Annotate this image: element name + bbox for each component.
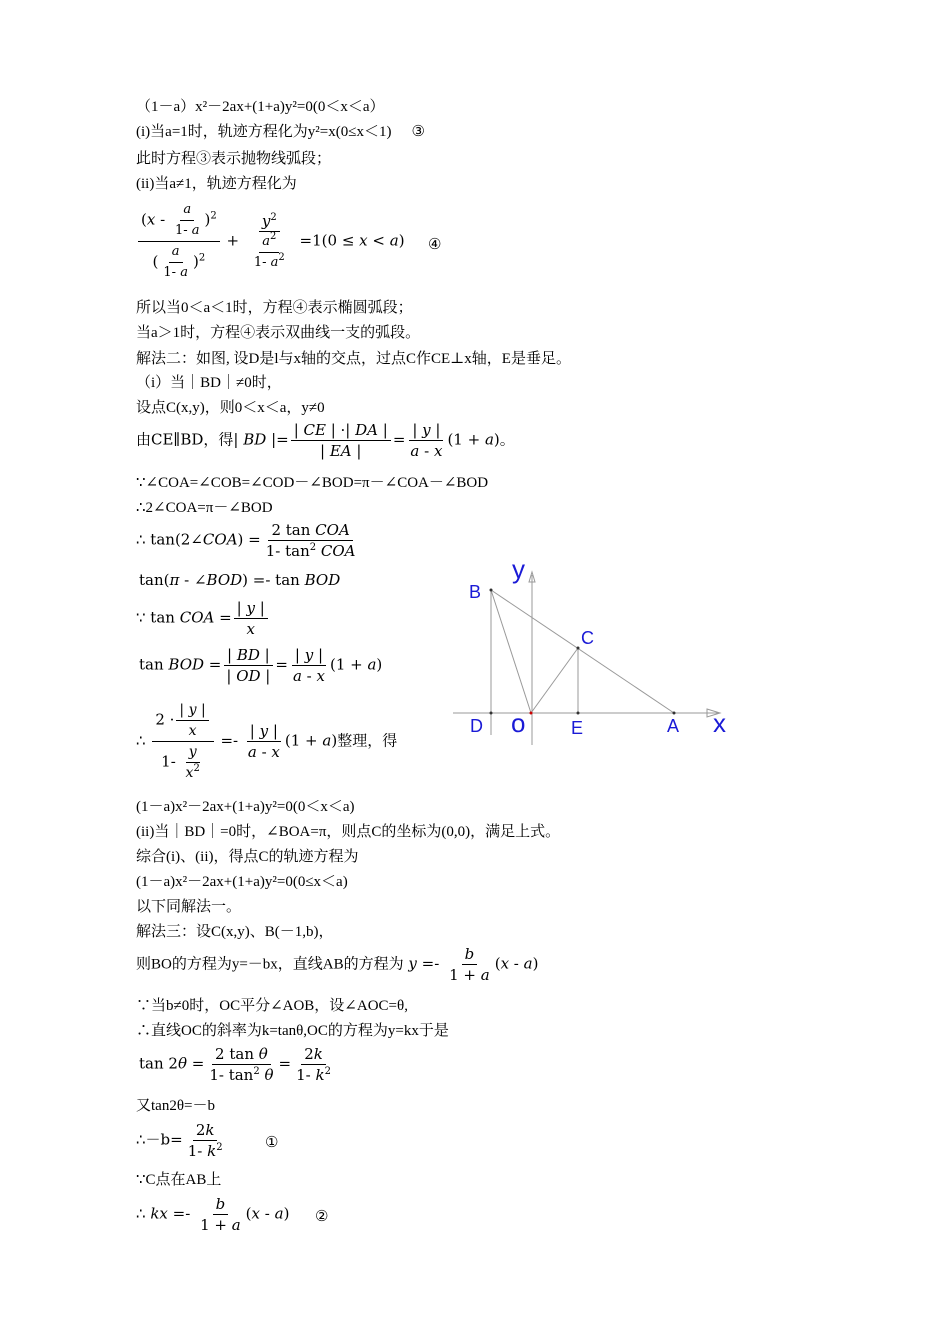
label-c: C	[581, 628, 594, 648]
equation-tan-pi-bod: tan(π - ∠BOD) =- tan BOD	[139, 571, 341, 589]
line-parabola-note: 此时方程③表示抛物线弧段；	[136, 151, 332, 167]
equation-4: (x - $\frac{a}{1- a}$ )$^2$ ( $\frac{a}{1- a}$ )$^2$ + $\frac{y^2}{\frac{a^2}{1- a^2}}$ =1(0 ≤ x < a)	[136, 200, 405, 283]
equation-minus-b: ∴－b= $\frac{2k}{1- k^2}$	[136, 1121, 223, 1160]
line-method-2: 解法二：如图, 设D是l与x轴的交点，过点C作CE⊥x轴，E是垂足。	[136, 351, 571, 367]
line-bo	[491, 590, 531, 713]
equation-kx: ∴ kx =- $\frac{b}{1 + a}$ (x - a)	[136, 1195, 290, 1234]
minus-b-prefix: ∴－b=	[136, 1130, 183, 1149]
line-case-i	[136, 123, 425, 141]
marker-4: ④	[428, 237, 442, 253]
line-oc	[531, 648, 578, 713]
line-ellipse: 所以当0＜a＜1时，方程④表示椭圆弧段；	[136, 300, 413, 316]
case-i-text: (i)当a=1时，轨迹方程化为y²=x(0≤x＜1)	[136, 124, 392, 140]
line-final-equation: (1－a)x²－2ax+(1+a)y²=0(0≤x＜a)	[136, 874, 348, 890]
point-b	[490, 589, 493, 592]
simplify-text: 整理，得	[337, 733, 398, 750]
label-x: x	[713, 708, 726, 738]
equation-tancoa: ∵ tan COA = $\frac{| y |}{x}$	[136, 598, 270, 639]
point-a	[673, 712, 676, 715]
line-case-ii: (ii)当a≠1，轨迹方程化为	[136, 176, 297, 192]
line-same-as-method-1: 以下同解法一。	[136, 899, 242, 915]
equation-ab-line: 则BO的方程为y=－bx，直线AB的方程为 y =- $\frac{b}{1 + a}$ (x - a)	[136, 945, 539, 984]
label-o: o	[511, 708, 526, 738]
line-c-on-ab: ∵C点在AB上	[136, 1172, 222, 1188]
line-ba	[491, 590, 674, 713]
line-case-bd-nonzero: （i）当｜BD｜≠0时，	[136, 375, 282, 391]
equation-combined: ∴ 2 · $\frac{| y |}{x}$ 1- $\frac{y}{x^2}$ =- $\frac{| y |}{a - x}$ (1 + a)整理，得	[136, 702, 398, 781]
equation-bd: 由CE∥BD，得| BD |= $\frac{| CE | \cdot| DA |}{| EA |}$ = $\frac{| y |}{a - x}$ (1 + a)。	[136, 421, 515, 460]
label-y: y	[512, 554, 525, 584]
point-c	[577, 647, 580, 650]
line-oc-slope: ∴直线OC的斜率为k=tanθ,OC的方程为y=kx于是	[136, 1023, 449, 1039]
bd-prefix: 由CE∥BD，得	[136, 430, 234, 449]
equation-tanbod: tan BOD = $\frac{| BD |}{| OD |}$ = $\frac{| y |}{a - x}$ (1 + a)	[139, 646, 383, 685]
point-d	[490, 712, 493, 715]
marker-3: ③	[411, 124, 425, 140]
equation-tan2theta: tan 2θ = $\frac{\text{2 tan θ}}{1- \tan^2 \theta}$ = $\frac{2k}{1- k^2}$	[139, 1045, 331, 1084]
label-e: E	[571, 718, 584, 738]
point-o	[530, 712, 533, 715]
line-angle-relation: ∵∠COA=∠COB=∠COD－∠BOD=π－∠COA－∠BOD	[136, 475, 489, 491]
line-combine: 综合(i)、(ii)，得点C的轨迹方程为	[136, 849, 359, 865]
line-set-point-c: 设点C(x,y)，则0＜x＜a，y≠0	[136, 400, 325, 416]
marker-2: ②	[315, 1209, 329, 1225]
line-equation-result: (1－a)x²－2ax+(1+a)y²=0(0＜x＜a)	[136, 799, 355, 815]
geometry-diagram	[445, 550, 745, 750]
line-hyperbola: 当a＞1时，方程④表示双曲线一支的弧段。	[136, 325, 421, 341]
equation-tan2coa: ∴ tan(2∠COA) = $\frac{\text{2 tan COA}}{1- \tan^2 COA}$	[136, 521, 356, 560]
label-d: D	[470, 716, 483, 736]
line-tan2theta-b: 又tan2θ=－b	[136, 1098, 215, 1114]
line-method-3: 解法三：设C(x,y)、B(－1,b)，	[136, 924, 334, 940]
marker-1: ①	[265, 1135, 279, 1151]
line-case-bd-zero: (ii)当｜BD｜=0时，∠BOA=π，则点C的坐标为(0,0)，满足上式。	[136, 824, 561, 840]
label-a: A	[667, 716, 680, 736]
ab-line-prefix: 则BO的方程为y=－bx，直线AB的方程为	[136, 956, 404, 973]
point-e	[577, 712, 580, 715]
label-b: B	[469, 582, 482, 602]
line-equation-1: （1－a）x²－2ax+(1+a)y²=0(0＜x＜a）	[136, 99, 385, 115]
line-bisector: ∵当b≠0时，OC平分∠AOB，设∠AOC=θ,	[136, 998, 408, 1014]
line-double-angle: ∴2∠COA=π－∠BOD	[136, 500, 273, 516]
